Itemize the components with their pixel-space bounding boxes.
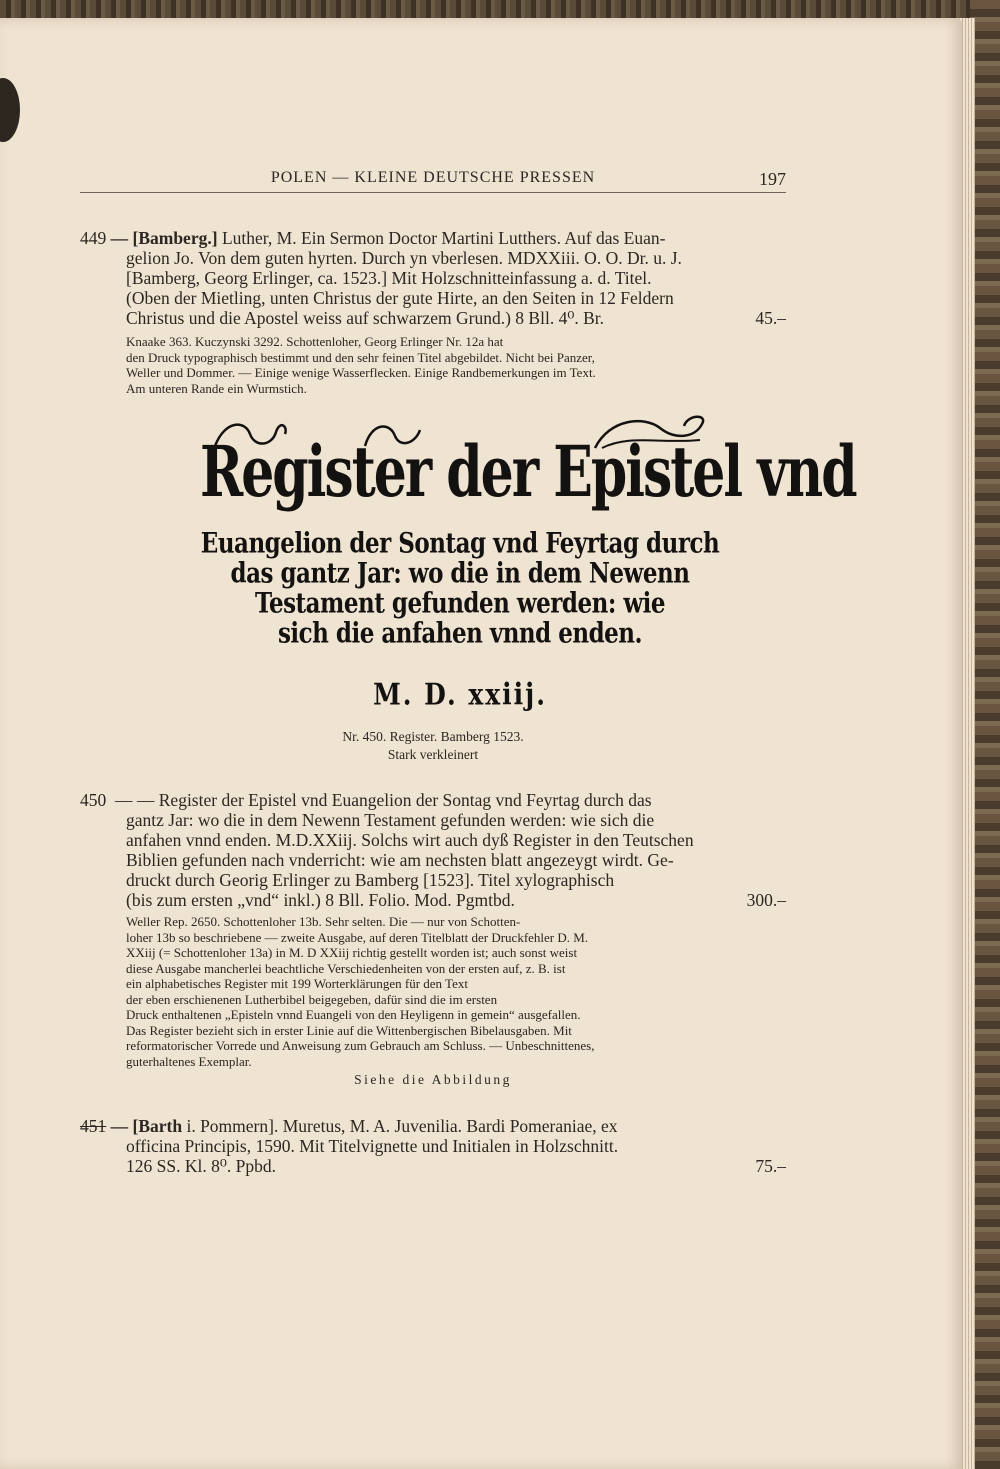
note-line: der eben erschienenen Lutherbibel beigegeben, dafür sind die im ersten	[126, 991, 498, 1007]
entry-line: 126 SS. Kl. 8⁰. Ppbd.	[126, 1156, 276, 1176]
entry-line: druckt durch Georig Erlinger zu Bamberg [1523]. Titel xylographisch	[126, 870, 615, 890]
note-line: den Druck typographisch bestimmt und den sehr feinen Titel abgebildet. Nicht bei Panzer,	[126, 349, 595, 365]
binding-hole	[0, 78, 20, 142]
place-label: — [Barth	[110, 1116, 183, 1136]
price: 75.–	[755, 1156, 786, 1176]
facsimile-line: Euangelion der Sontag vnd Feyrtag durch	[200, 527, 720, 560]
caption-line: Nr. 450. Register. Bamberg 1523.	[342, 729, 524, 744]
note-line: Weller Rep. 2650. Schottenloher 13b. Sehr selten. Die — nur von Schotten-	[126, 914, 521, 929]
entry-text: i. Pommern]. Muretus, M. A. Juvenilia. Bardi Pomeraniae, ex	[182, 1116, 618, 1136]
entry-450-note	[126, 914, 786, 1069]
note-line: Am unteren Rande ein Wurmstich.	[126, 380, 307, 396]
entry-line: gelion Jo. Von dem guten hyrten. Durch yn vberlesen. MDXXiii. O. O. Dr. u. J.	[126, 248, 682, 268]
note-line: reformatorischer Vorrede und Anweisung zum Gebrauch am Schluss. — Unbeschnittenes,	[126, 1038, 595, 1053]
facsimile-date: M. D. xxiij.	[373, 677, 547, 712]
place-label: — [Bamberg.]	[110, 228, 218, 248]
note-line: Druck enthaltenen „Episteln vnnd Euangeli von den Heyligenn in gemein“ ausgefallen.	[126, 1007, 581, 1022]
note-line: Knaake 363. Kuczynski 3292. Schottenloher, Georg Erlinger Nr. 12a hat	[126, 334, 504, 349]
running-header	[80, 166, 786, 193]
entry-line: [Bamberg, Georg Erlinger, ca. 1523.] Mit Holzschnitteinfassung a. d. Titel.	[126, 268, 652, 288]
entry-number: 449	[80, 228, 107, 248]
running-title: POLEN — KLEINE DEUTSCHE PRESSEN	[270, 169, 596, 186]
entry-449	[80, 228, 786, 328]
entry-line: gantz Jar: wo die in dem Newenn Testament gefunden werden: wie sich die	[126, 810, 655, 830]
title-page-facsimile	[200, 418, 856, 728]
entry-line: Biblien gefunden nach vnderricht: wie am nechsten blatt angezeygt wirdt. Ge-	[126, 850, 674, 870]
catalogue-page	[0, 18, 962, 1469]
entry-451	[80, 1116, 786, 1176]
entry-line: (Oben der Mietling, unten Christus der gute Hirte, an den Seiten in 12 Feldern	[126, 288, 674, 308]
facsimile-title-line: Register der Epistel vnd	[200, 431, 856, 514]
entry-line: Christus und die Apostel weiss auf schwarzem Grund.) 8 Bll. 4⁰. Br.	[126, 308, 605, 328]
facsimile-line: Testament gefunden werden: wie	[254, 587, 666, 620]
entry-line: — — Register der Epistel vnd Euangelion der Sontag vnd Feyrtag durch das	[115, 790, 652, 810]
entry-line: officina Principis, 1590. Mit Titelvignette und Initialen in Holzschnitt.	[126, 1136, 619, 1156]
figure-caption	[80, 728, 786, 764]
note-line: XXiij (= Schottenloher 13a) in M. D XXiij richtig gestellt worden ist; auch sonst weist	[126, 945, 578, 960]
price: 300.–	[746, 890, 786, 910]
facsimile-line: sich die anfahen vnnd enden.	[277, 617, 643, 650]
note-line: Weller und Dommer. — Einige wenige Wasserflecken. Einige Randbemerkungen im Text.	[126, 365, 596, 380]
entry-text: Luther, M. Ein Sermon Doctor Martini Lutthers. Auf das Euan-	[217, 228, 666, 248]
see-illustration: Siehe die Abbildung	[354, 1072, 512, 1087]
note-line: diese Ausgabe mancherlei beachtliche Verschiedenheiten von der ersten auf, z. B. ist	[126, 960, 566, 976]
entry-449-note	[126, 334, 786, 396]
entry-number: 450	[80, 790, 107, 810]
note-line: ein alphabetisches Register mit 199 Worterklärungen für den Text	[126, 976, 468, 991]
note-line: guterhaltenes Exemplar.	[126, 1053, 252, 1069]
note-line: loher 13b so beschriebene — zweite Ausgabe, auf deren Titelblatt der Druckfehler D. M.	[126, 929, 589, 945]
entry-450	[80, 790, 786, 910]
entry-line: anfahen vnnd enden. M.D.XXiij. Solchs wirt auch dyß Register in den Teutschen	[126, 830, 694, 850]
facsimile-line: das gantz Jar: wo die in dem Newenn	[230, 557, 690, 590]
page-number: 197	[759, 169, 786, 189]
entry-number: 451	[80, 1116, 107, 1136]
entry-line: (bis zum ersten „vnd“ inkl.) 8 Bll. Folio. Mod. Pgmtbd.	[126, 890, 515, 910]
caption-line: Stark verkleinert	[387, 747, 479, 762]
price: 45.–	[755, 308, 786, 328]
note-line: Das Register bezieht sich in erster Linie auf die Wittenbergischen Bibelausgaben. Mit	[126, 1022, 572, 1038]
